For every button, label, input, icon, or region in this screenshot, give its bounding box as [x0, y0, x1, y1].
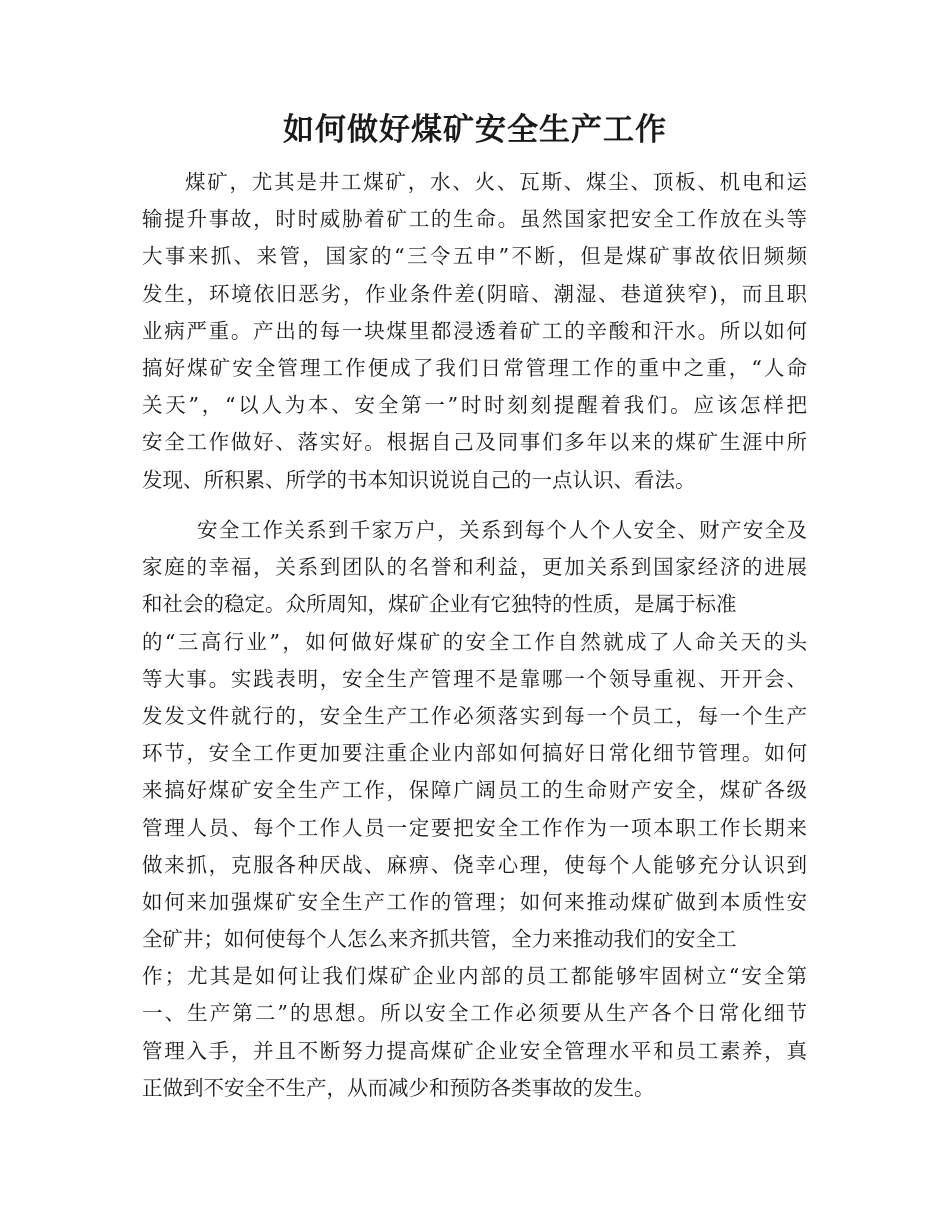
paragraph-line: 环节，安全工作更加要注重企业内部如何搞好日常化细节管理。如何	[142, 741, 807, 766]
paragraph-line: 发生，环境依旧恶劣，作业条件差(阴暗、潮湿、巷道狭窄)，而且职	[142, 281, 807, 306]
paragraph-line: 来搞好煤矿安全生产工作，保障广阔员工的生命财产安全，煤矿各级	[142, 778, 807, 803]
paragraph-line: 做来抓，克服各种厌战、麻痹、侥幸心理，使每个人能够充分认识到	[142, 852, 807, 877]
paragraph-line: 管理人员、每个工作人员一定要把安全工作作为一项本职工作长期来	[142, 815, 807, 840]
paragraph-line: 管理入手，并且不断努力提高煤矿企业安全管理水平和员工素养，真	[142, 1038, 807, 1063]
paragraph-1	[142, 164, 807, 499]
paragraph-line: 关天”，“以人为本、安全第一”时时刻刻提醒着我们。应该怎样把	[142, 393, 807, 418]
paragraph-line: 发现、所积累、所学的书本知识说说自己的一点认识、看法。	[142, 467, 696, 492]
document-title: 如何做好煤矿安全生产工作	[283, 112, 667, 148]
paragraph-line: 输提升事故，时时威胁着矿工的生命。虽然国家把安全工作放在头等	[142, 207, 807, 232]
paragraph-line: 发发文件就行的，安全生产工作必须落实到每一个员工，每一个生产	[142, 703, 807, 728]
paragraph-line: 搞好煤矿安全管理工作便成了我们日常管理工作的重中之重，“人命	[142, 355, 807, 380]
paragraph-line: 作；尤其是如何让我们煤矿企业内部的员工都能够牢固树立“安全第	[142, 964, 807, 989]
paragraph-line: 安全工作做好、落实好。根据自己及同事们多年以来的煤矿生涯中所	[142, 430, 807, 455]
paragraph-line: 正做到不安全不生产，从而减少和预防各类事故的发生。	[142, 1075, 655, 1100]
paragraph-line: 安全工作关系到千家万户，关系到每个人个人安全、财产安全及	[197, 518, 807, 542]
paragraph-line: 全矿井；如何使每个人怎么来齐抓共管，全力来推动我们的安全工	[142, 927, 737, 952]
paragraph-line: 如何来加强煤矿安全生产工作的管理；如何来推动煤矿做到本质性安	[142, 889, 807, 914]
paragraph-2	[142, 512, 807, 1107]
paragraph-line: 家庭的幸福，关系到团队的名誉和利益，更加关系到国家经济的进展	[142, 555, 807, 580]
paragraph-line: 业病严重。产出的每一块煤里都浸透着矿工的辛酸和汗水。所以如何	[142, 318, 807, 343]
paragraph-line: 等大事。实践表明，安全生产管理不是靠哪一个领导重视、开开会、	[142, 666, 807, 691]
paragraph-line: 一、生产第二”的思想。所以安全工作必须要从生产各个日常化细节	[142, 1001, 807, 1026]
paragraph-line: 和社会的稳定。众所周知，煤矿企业有它独特的性质，是属于标准	[142, 592, 737, 617]
paragraph-line: 煤矿，尤其是井工煤矿，水、火、瓦斯、煤尘、顶板、机电和运	[185, 170, 807, 194]
paragraph-line: 大事来抓、来管，国家的“三令五申”不断，但是煤矿事故依旧频频	[142, 244, 807, 269]
paragraph-line: 的“三高行业”，如何做好煤矿的安全工作自然就成了人命关天的头	[142, 629, 807, 654]
